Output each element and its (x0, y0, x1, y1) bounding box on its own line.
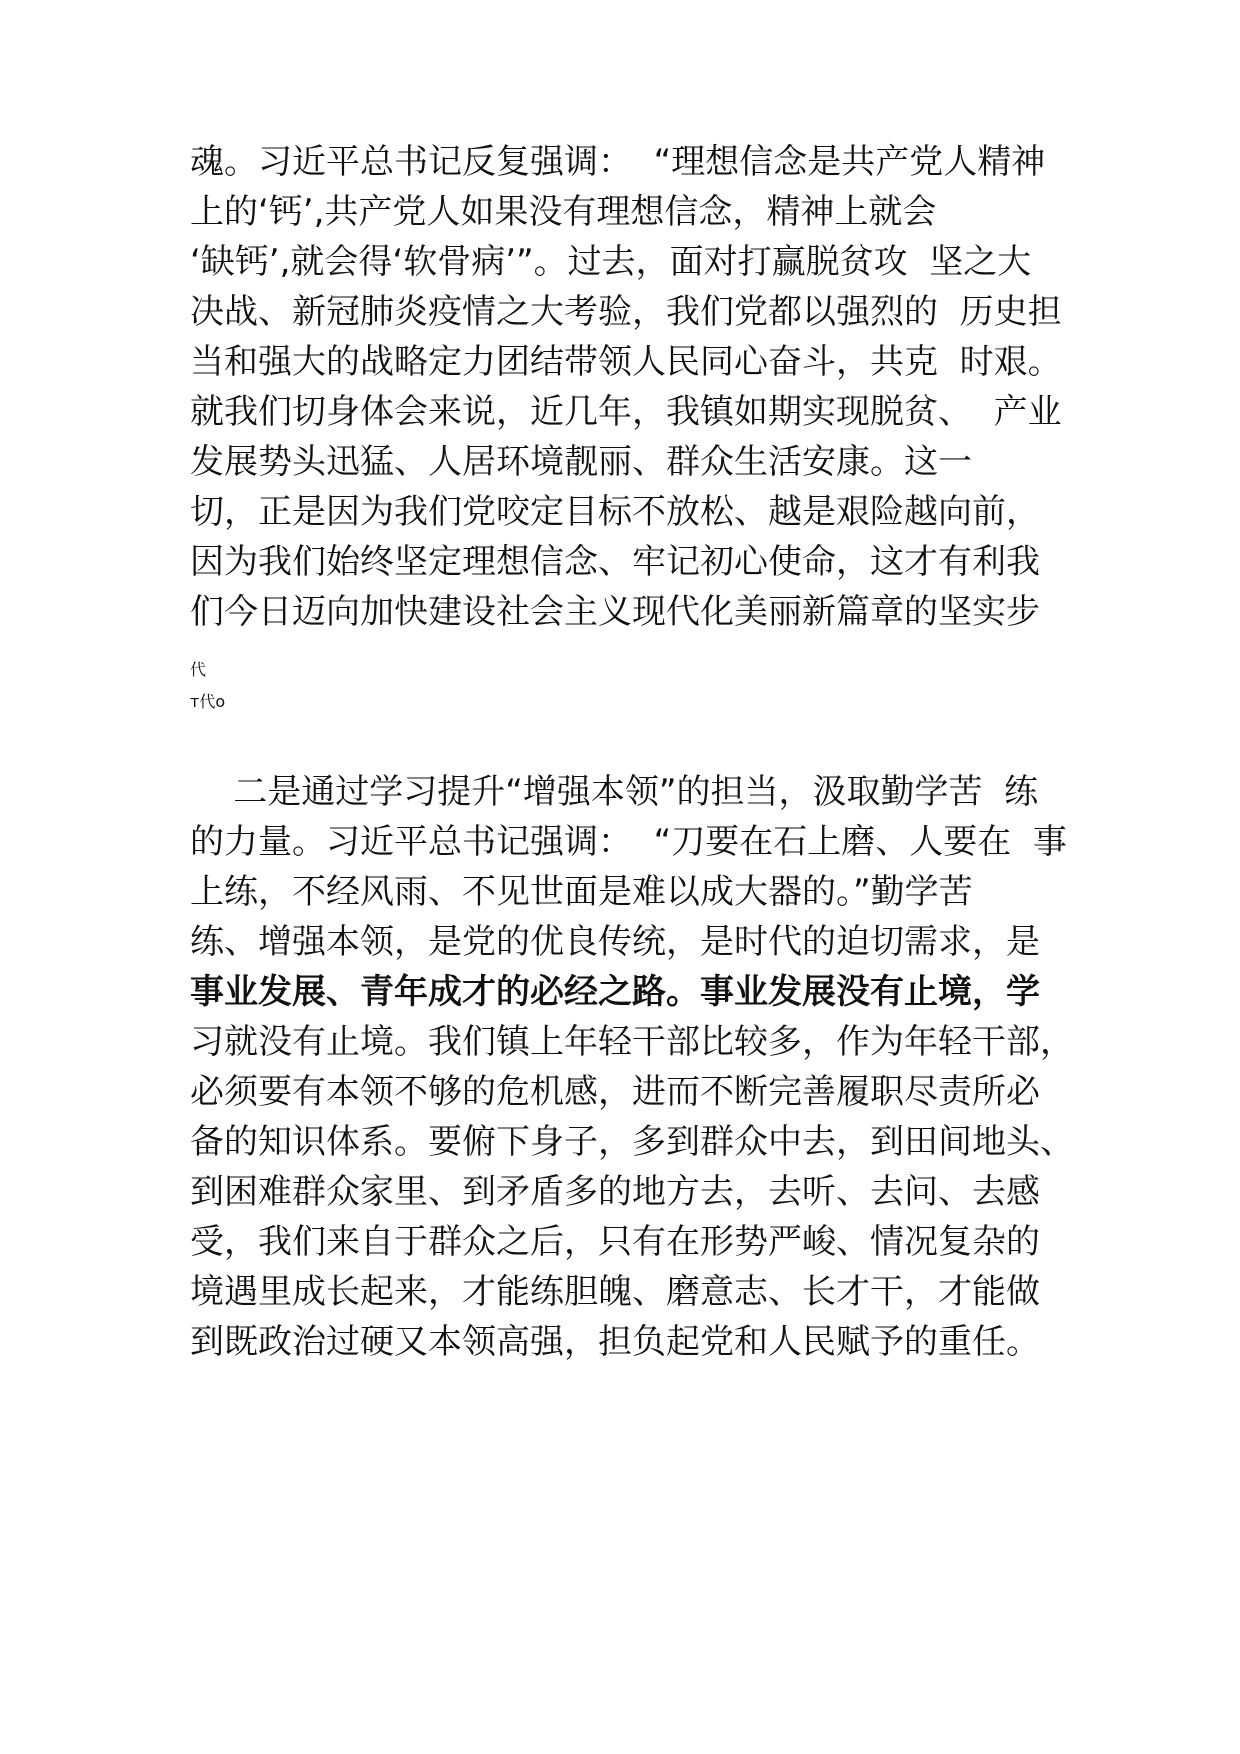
paragraph2-line-2: 的力量。习近平总书记强调： “刀要在石上磨、人要在 事 (190, 822, 1067, 862)
paragraph2-line-5: 事业发展、青年成才的必经之路。事业发展没有止境，学 (190, 972, 1040, 1012)
paragraph2-line-11: 境遇里成长起来，才能练胆魄、磨意志、长才干，才能做 (190, 1272, 1040, 1312)
paragraph1-line-1: 魂。习近平总书记反复强调： “理想信念是共产党人精神 (190, 142, 1046, 182)
paragraph1-line-5: 当和强大的战略定力团结带领人民同心奋斗，共克 时艰。 (190, 342, 1062, 382)
paragraph2-line-8: 备的知识体系。要俯下身子，多到群众中去，到田间地头、 (190, 1122, 1074, 1162)
paragraph2-line-3: 上练，不经风雨、不见世面是难以成大器的。”勤学苦 (190, 872, 973, 912)
paragraph1-line-7: 发展势头迅猛、人居环境靓丽、群众生活安康。这一 (190, 442, 972, 482)
paragraph2-line-6: 习就没有止境。我们镇上年轻干部比较多，作为年轻干部， (190, 1022, 1074, 1062)
paragraph1-line-10: 们今日迈向加快建设社会主义现代化美丽新篇章的坚实步 (190, 592, 1040, 632)
paragraph2-line-12: 到既政治过硬又本领高强，担负起党和人民赋予的重任。 (190, 1322, 1040, 1362)
paragraph2-line-7: 必须要有本领不够的危机感，进而不断完善履职尽责所必 (190, 1072, 1040, 1112)
paragraph2-line-9: 到困难群众家里、到矛盾多的地方去，去听、去问、去感 (190, 1172, 1040, 1212)
paragraph1-line-6: 就我们切身体会来说，近几年，我镇如期实现脱贫、 产业 (190, 392, 1062, 432)
paragraph1-line-9: 因为我们始终坚定理想信念、牢记初心使命，这才有利我 (190, 542, 1040, 582)
scan-artifact-2: т代о (190, 692, 226, 711)
paragraph1-line-8: 切，正是因为我们党咬定目标不放松、越是艰险越向前， (190, 492, 1040, 532)
paragraph2-line-1: 二是通过学习提升“增强本领”的担当，汲取勤学苦 练 (190, 772, 1039, 812)
paragraph2-line-10: 受，我们来自于群众之后，只有在形势严峻、情况复杂的 (190, 1222, 1040, 1262)
paragraph1-line-2: 上的‘钙’,共产党人如果没有理想信念，精神上就会 (190, 192, 937, 232)
paragraph2-line-4: 练、增强本领，是党的优良传统，是时代的迫切需求，是 (190, 922, 1040, 962)
paragraph1-line-3: ‘缺钙’,就会得‘软骨病’”。过去，面对打赢脱贫攻 坚之大 (190, 242, 1032, 282)
paragraph1-line-4: 决战、新冠肺炎疫情之大考验，我们党都以强烈的 历史担 (190, 292, 1062, 332)
scan-artifact-1: 代 (190, 660, 207, 679)
